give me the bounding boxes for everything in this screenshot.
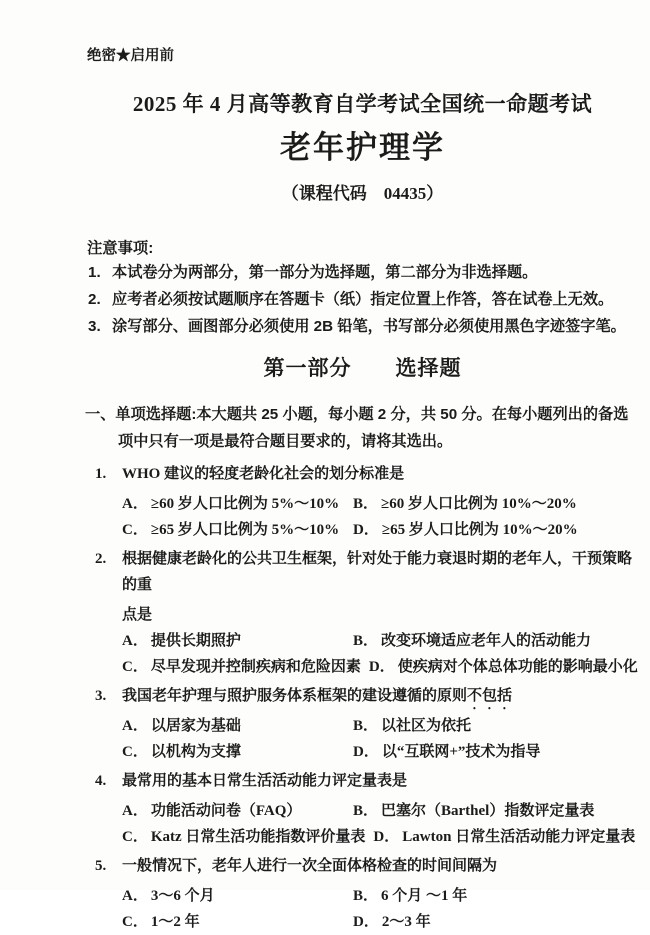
- option-row: [122, 883, 640, 909]
- option-a: [122, 713, 353, 739]
- option-d: [353, 739, 540, 765]
- option-b: [353, 883, 467, 909]
- question-stem-text: 根据健康老龄化的公共卫生框架，针对处于能力衰退时期的老年人，干预策略的重: [122, 551, 633, 593]
- notice-heading: 注意事项:: [87, 240, 154, 257]
- option-text: Katz 日常生活功能指数评价量表: [150, 829, 366, 845]
- option-text: 功能活动问卷（FAQ）: [150, 803, 302, 819]
- option-row: [122, 517, 640, 543]
- option-b: [353, 798, 594, 824]
- option-label: A．: [122, 803, 148, 819]
- option-text: ≥60 岁人口比例为 10%～20%: [381, 496, 577, 512]
- question-stem-text: 一般情况下，老年人进行一次全面体格检查的时间间隔为: [122, 858, 498, 874]
- notice-section: [85, 238, 640, 340]
- option-text: ≥65 岁人口比例为 10%～20%: [381, 522, 578, 538]
- option-label: B．: [353, 496, 379, 512]
- instruction-number: 一、: [85, 406, 116, 423]
- option-label: C．: [122, 829, 148, 845]
- option-text: 使疾病对个体总体功能的影响最小化: [397, 659, 638, 675]
- option-label: C．: [122, 744, 148, 760]
- question-number: 2.: [95, 551, 107, 567]
- question-stem: [85, 546, 640, 602]
- option-row: [122, 491, 640, 517]
- notice-item-text: 本试卷分为两部分，第一部分为选择题，第二部分为非选择题。: [112, 264, 538, 281]
- option-label: D．: [353, 744, 379, 760]
- option-row: [122, 798, 640, 824]
- option-label: B．: [353, 633, 379, 649]
- option-text: 3～6 个月: [150, 888, 215, 904]
- option-label: D．: [368, 659, 395, 675]
- option-b: [353, 713, 471, 739]
- option-label: A．: [122, 888, 148, 904]
- option-group: [85, 883, 640, 935]
- question-3: [85, 683, 640, 765]
- question-stem-emphasis: 不包括: [467, 688, 513, 704]
- subject-title: 老年护理学: [280, 130, 445, 165]
- question-stem: [85, 853, 640, 883]
- option-group: [85, 713, 640, 765]
- notice-item-text: 涂写部分、画图部分必须使用 2B 铅笔，书写部分必须使用黑色字迹签字笔。: [112, 318, 626, 335]
- option-a: [122, 491, 353, 517]
- option-text: 巴塞尔（Barthel）指数评定量表: [381, 803, 595, 819]
- question-1: [85, 461, 640, 543]
- option-label: A．: [122, 633, 148, 649]
- option-text: 6 个月 ～1 年: [381, 888, 468, 904]
- option-row: [122, 713, 640, 739]
- option-row: [122, 628, 640, 654]
- option-b: [353, 491, 577, 517]
- option-text: 改变环境适应老年人的活动能力: [381, 633, 592, 649]
- option-a: [122, 883, 353, 909]
- option-text: ≥60 岁人口比例为 5%～10%: [150, 496, 340, 512]
- option-label: B．: [353, 888, 379, 904]
- option-text: 以社区为依托: [381, 718, 472, 734]
- instruction-text: 单项选择题:本大题共 25 小题，每小题 2 分，共 50 分。在每小题列出的备选项中只有一项是最符合题目要求的，请将其选出。: [115, 406, 629, 450]
- option-d: [353, 517, 578, 543]
- question-number: 4.: [95, 773, 107, 789]
- option-text: Lawton 日常生活活动能力评定量表: [402, 829, 636, 845]
- security-classification-label: 绝密★启用前: [87, 48, 174, 64]
- question-stem: [85, 683, 640, 713]
- question-stem-text: 我国老年护理与照护服务体系框架的建设遵循的原则: [122, 688, 468, 704]
- option-label: D．: [353, 522, 379, 538]
- question-list: [85, 461, 640, 935]
- section-instruction: [85, 401, 640, 455]
- option-text: 以机构为支撑: [150, 744, 241, 760]
- option-a: [122, 798, 353, 824]
- question-4: [85, 768, 640, 850]
- notice-item: [85, 286, 640, 313]
- option-label: A．: [122, 496, 148, 512]
- option-label: C．: [122, 914, 148, 930]
- option-label: C．: [122, 522, 148, 538]
- option-c: [122, 517, 353, 543]
- option-label: B．: [353, 718, 379, 734]
- notice-item-text: 应考者必须按试题顺序在答题卡（纸）指定位置上作答，答在试卷上无效。: [112, 291, 614, 308]
- option-text: ≥65 岁人口比例为 5%～10%: [150, 522, 340, 538]
- question-stem-text: WHO 建议的轻度老龄化社会的划分标准是: [122, 466, 405, 482]
- course-code: （课程代码 04435）: [281, 184, 444, 203]
- question-stem-line2: 点是: [122, 607, 153, 623]
- option-c: [122, 739, 353, 765]
- option-c: [122, 909, 353, 935]
- option-group: [85, 491, 640, 543]
- option-text: 以“互联网+”技术为指导: [381, 744, 541, 760]
- notice-item-number: 1.: [88, 264, 101, 281]
- notice-item: [85, 259, 640, 286]
- option-row: [122, 909, 640, 935]
- option-row: [122, 824, 640, 850]
- option-d: [369, 654, 638, 680]
- option-text: 1～2 年: [150, 914, 200, 930]
- question-number: 3.: [95, 688, 107, 704]
- question-2: [85, 546, 640, 680]
- option-label: A．: [122, 718, 148, 734]
- option-text: 以居家为基础: [150, 718, 241, 734]
- option-row: [122, 739, 640, 765]
- option-c: [122, 654, 369, 680]
- question-stem: [85, 461, 640, 491]
- option-d: [373, 824, 635, 850]
- option-label: D．: [373, 829, 400, 845]
- notice-item-number: 3.: [88, 318, 101, 335]
- question-stem: [85, 768, 640, 798]
- question-number: 1.: [95, 466, 107, 482]
- notice-item-number: 2.: [88, 291, 101, 308]
- part-one-heading: 第一部分 选择题: [263, 357, 462, 380]
- option-b: [353, 628, 591, 654]
- option-a: [122, 628, 353, 654]
- question-number: 5.: [95, 858, 107, 874]
- option-d: [353, 909, 431, 935]
- option-text: 2～3 年: [381, 914, 431, 930]
- option-c: [122, 824, 373, 850]
- option-group: [85, 798, 640, 850]
- option-label: C．: [122, 659, 148, 675]
- option-label: D．: [353, 914, 379, 930]
- option-group: [85, 628, 640, 680]
- notice-item: [85, 313, 640, 340]
- exam-title: 2025 年 4 月高等教育自学考试全国统一命题考试: [132, 92, 593, 116]
- option-row: [122, 654, 640, 680]
- option-text: 提供长期照护: [150, 633, 241, 649]
- question-stem-text: 最常用的基本日常生活活动能力评定量表是: [122, 773, 408, 789]
- question-5: [85, 853, 640, 935]
- option-label: B．: [353, 803, 379, 819]
- option-text: 尽早发现并控制疾病和危险因素: [150, 659, 361, 675]
